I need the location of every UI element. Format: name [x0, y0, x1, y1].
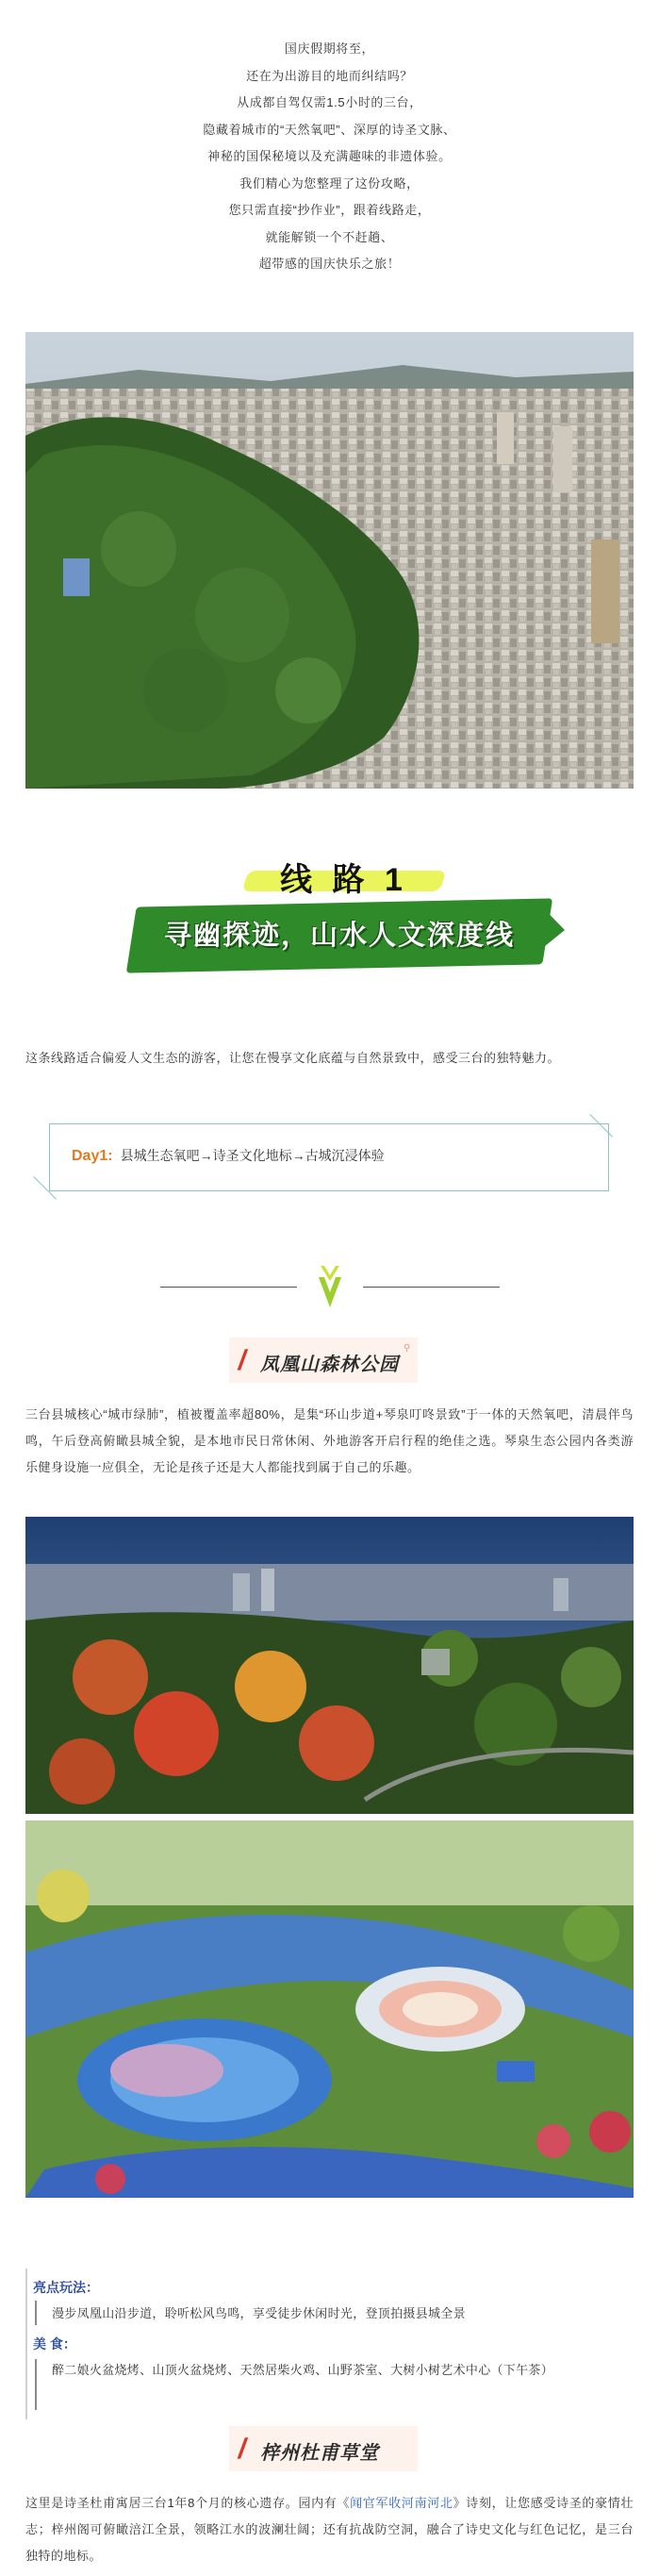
highlights-text: 漫步凤凰山沿步道，聆听松风鸟鸣，享受徒步休闲时光，登顶拍摄县城全景 [52, 2306, 466, 2320]
playground-park-photo [25, 1820, 634, 2198]
section-title-text: 梓州杜甫草堂 [260, 2443, 379, 2464]
intro-line: 从成都自驾仅需1.5小时的三台， [237, 95, 422, 109]
day-itinerary [72, 1146, 385, 1165]
down-arrow-icon [315, 1264, 345, 1309]
route-description: 这条线路适合偏爱人文生态的游客，让您在慢享文化底蕴与自然景致中，感受三台的独特魅力。 [25, 1051, 561, 1065]
poem-link[interactable]: 闻官军收河南河北 [350, 2496, 453, 2510]
route-title [113, 854, 566, 976]
intro-line: 还在为出游目的地而纠结吗？ [246, 68, 413, 83]
intro-text [0, 36, 659, 278]
intro-line: 神秘的国保秘境以及充满趣味的非遗体验。 [207, 149, 452, 163]
intro-line: 超带感的国庆快乐之旅！ [258, 257, 401, 271]
day-route: 县城生态氧吧→诗圣文化地标→古城沉浸体验 [120, 1148, 385, 1163]
aerial-city-photo [25, 332, 634, 789]
intro-line: 就能解锁一个不赶趟、 [265, 229, 394, 244]
section-title-dufu-caotang: / 梓州杜甫草堂 [0, 2426, 659, 2473]
food-label: 美 食： [33, 2336, 76, 2352]
intro-line: 我们精心为您整理了这份攻略， [239, 175, 420, 191]
section2-description [25, 2490, 634, 2569]
intro-line: 国庆假期将至， [284, 42, 375, 56]
section2-text: 》诗刻，让您感受诗圣的豪情壮志；梓州阁可俯瞰涪江全景，领略江水的波澜壮阔；还有抗战防空洞，融合了诗史文化与红色记忆，是三台独特的地标。 [25, 2496, 634, 2563]
search-icon: ⚲ [404, 1343, 411, 1354]
intro-line: 隐藏着城市的“天然氧吧”、深厚的诗圣文脉、 [203, 122, 456, 137]
highlights-box [25, 2269, 634, 2419]
section-title-fenghuangshan: / 凤凰山森林公园 ⚲ [0, 1338, 659, 1385]
section-title-text: 凤凰山森林公园 [260, 1354, 399, 1375]
section-divider [160, 1264, 500, 1311]
section1-description: 三台县城核心“城市绿肺”，植被覆盖率超80%，是集“环山步道+琴泉叮咚景致”于一体的天然氧吧，清晨伴鸟鸣，午后登高俯瞰县城全貌，是本地市民日常休闲、外地游客开启行程的绝佳之选。琴泉生态公园内各类游乐健身设施一应俱全，无论是孩子还是大人都能找到属于自己的乐趣。 [25, 1407, 634, 1474]
route-subtitle: 寻幽探迹，山水人文深度线 [163, 921, 515, 951]
food-text: 醉二娘火盆烧烤、山顶火盆烧烤、天然居柴火鸡、山野茶室、大树小树艺术中心（下午茶） [52, 2363, 554, 2377]
route-number [245, 854, 443, 898]
autumn-forest-photo [25, 1517, 634, 1814]
day-label: Day1: [72, 1148, 113, 1164]
section2-text: 这里是诗圣杜甫寓居三台1年8个月的核心遗存。园内有《 [25, 2496, 351, 2510]
day-itinerary-box [38, 1120, 622, 1195]
route-number-text: 线 路 1 [280, 862, 408, 898]
highlights-label: 亮点玩法： [33, 2280, 99, 2295]
intro-line: 您只需直接“抄作业”，跟着线路走， [228, 203, 431, 217]
